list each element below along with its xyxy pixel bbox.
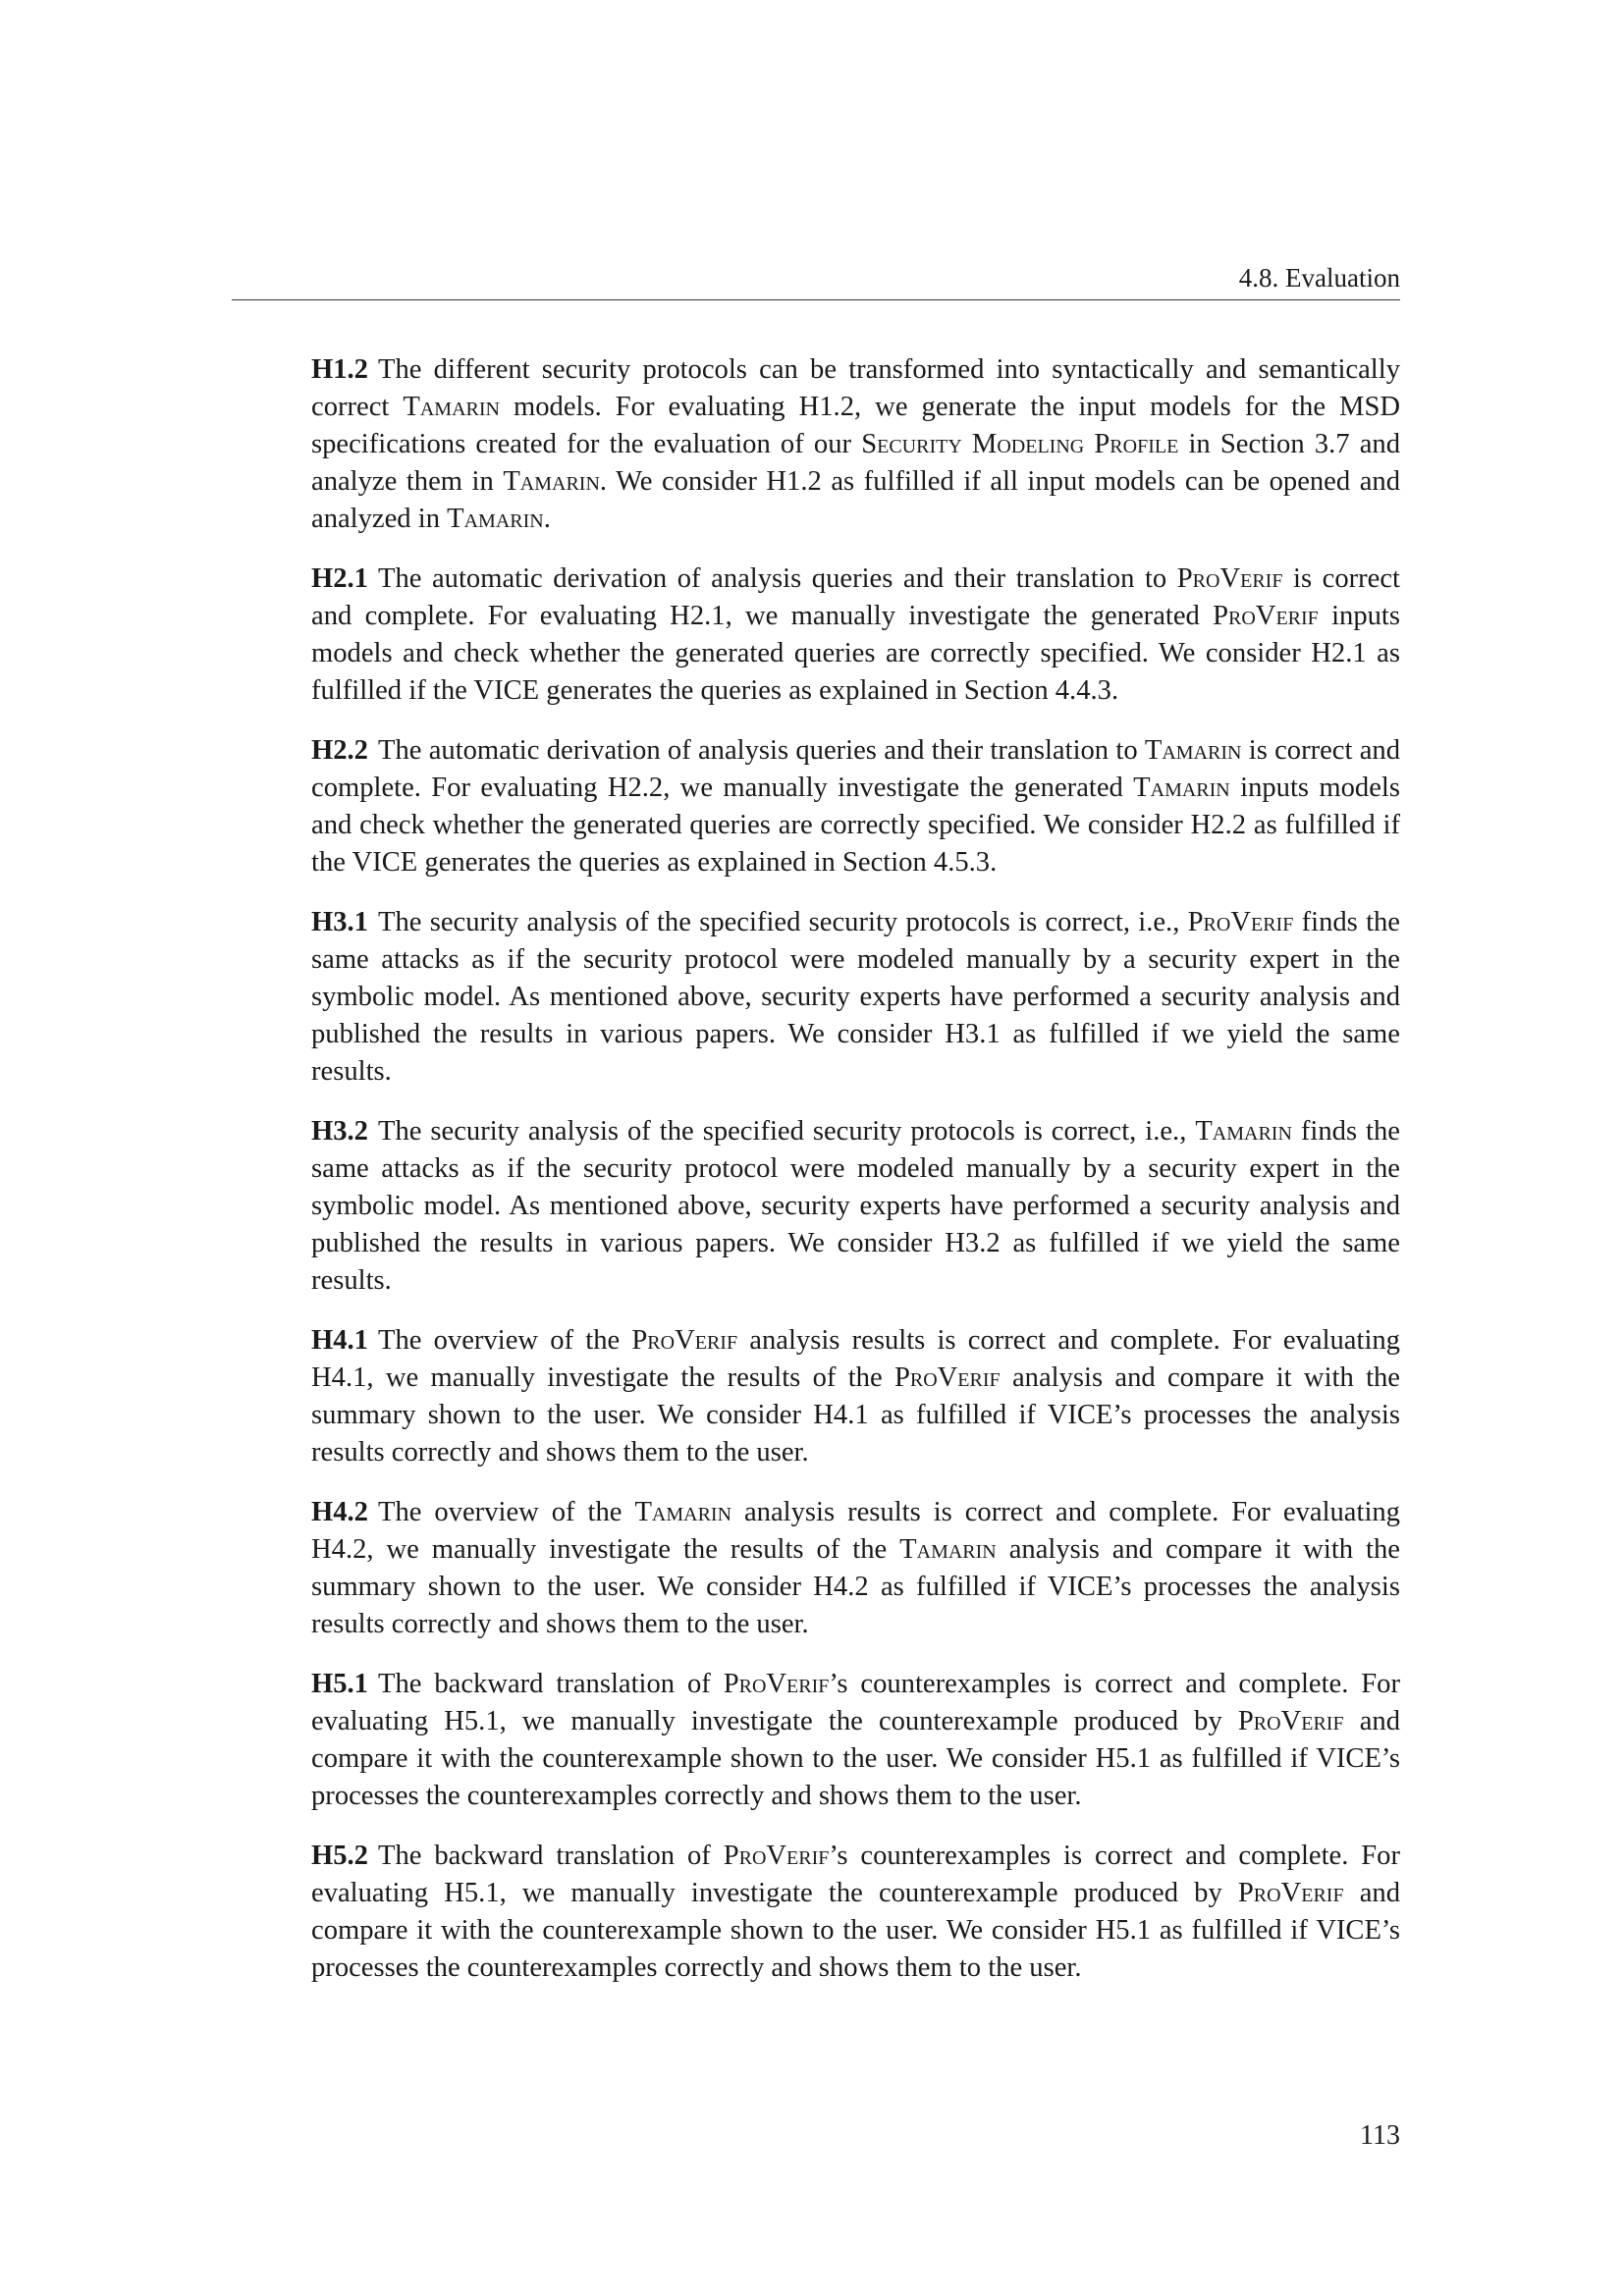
hypothesis-label: H2.1 <box>311 563 368 594</box>
tool-name: Tamarin <box>899 1534 997 1565</box>
hypothesis-text: The overview of the <box>377 1325 632 1356</box>
hypothesis-text: is correct and complete. For evaluating H2.2, we manually investigate the generated <box>311 735 1400 803</box>
tool-name: Security Modeling Profile <box>861 429 1179 459</box>
tool-name: ProVerif <box>1176 563 1283 594</box>
hypothesis-text: analysis and compare it with the summary shown to the user. We consider H4.2 as fulfilled if VICE’s processes the analysis results correctly and shows them to the user. <box>311 1534 1400 1639</box>
tool-name: Tamarin <box>1133 773 1230 803</box>
hypothesis-paragraph <box>311 1494 1400 1643</box>
hypothesis-label: H2.2 <box>311 735 368 766</box>
tool-name: Tamarin <box>447 504 544 534</box>
hypothesis-label: H5.1 <box>311 1669 368 1699</box>
hypothesis-label: H3.2 <box>311 1116 368 1147</box>
tool-name: ProVerif <box>723 1841 830 1871</box>
hypothesis-text: The security analysis of the specified security protocols is correct, i.e., <box>377 1116 1196 1147</box>
hypothesis-text: and compare it with the counterexample shown to the user. We consider H5.1 as fulfilled if VICE’s processes the counterexamples correctly and shows them to the user. <box>311 1878 1401 1983</box>
hypothesis-text: The automatic derivation of analysis queries and their translation to <box>377 563 1177 594</box>
hypothesis-text: The security analysis of the specified security protocols is correct, i.e., <box>377 907 1188 937</box>
hypothesis-text: finds the same attacks as if the security protocol were modeled manually by a security expert in the symbolic model. As mentioned above, security experts have performed a security analysis and published the results in various papers. We consider H3.2 as fulfilled if we yield the same results. <box>311 1116 1400 1296</box>
hypothesis-text: inputs models and check whether the generated queries are correctly specified. We consider H2.1 as fulfilled if the VICE generates the queries as explained in Section 4.4.3. <box>311 601 1400 706</box>
hypothesis-text: and compare it with the counterexample shown to the user. We consider H5.1 as fulfilled if VICE’s processes the counterexamples correctly and shows them to the user. <box>311 1706 1401 1811</box>
tool-name: Tamarin <box>1144 735 1242 766</box>
hypothesis-text: analysis and compare it with the summary shown to the user. We consider H4.1 as fulfilled if VICE’s processes the analysis results correctly and shows them to the user. <box>311 1362 1400 1468</box>
tool-name: ProVerif <box>1237 1878 1344 1908</box>
running-header: 4.8. Evaluation <box>1238 263 1400 293</box>
hypothesis-paragraph <box>311 1666 1400 1815</box>
hypothesis-text: . We consider H1.2 as fulfilled if all input models can be opened and analyzed in <box>311 466 1400 534</box>
hypothesis-paragraph <box>311 904 1400 1091</box>
hypothesis-text: inputs models and check whether the generated queries are correctly specified. We consider H2.2 as fulfilled if the VICE generates the queries as explained in Section 4.5.3. <box>311 773 1400 878</box>
hypothesis-label: H1.2 <box>311 354 368 385</box>
hypothesis-text: The backward translation of <box>377 1669 724 1699</box>
hypothesis-label: H4.2 <box>311 1497 368 1527</box>
hypothesis-paragraph <box>311 732 1400 881</box>
hypothesis-text: ’s counterexamples is correct and complete. For evaluating H5.1, we manually investigate the counterexample produced by <box>311 1841 1400 1908</box>
hypothesis-text: . <box>543 504 551 534</box>
hypothesis-label: H5.2 <box>311 1841 368 1871</box>
page-number: 113 <box>1360 2120 1400 2151</box>
hypothesis-text: finds the same attacks as if the security protocol were modeled manually by a security expert in the symbolic model. As mentioned above, security experts have performed a security analysis and published the results in various papers. We consider H3.1 as fulfilled if we yield the same results. <box>311 907 1400 1087</box>
tool-name: Tamarin <box>503 466 600 497</box>
hypothesis-paragraph <box>311 561 1400 710</box>
tool-name: ProVerif <box>723 1669 830 1699</box>
tool-name: Tamarin <box>1195 1116 1292 1147</box>
tool-name: ProVerif <box>1187 907 1294 937</box>
tool-name: ProVerif <box>1237 1706 1344 1736</box>
hypothesis-text: The backward translation of <box>377 1841 724 1871</box>
hypothesis-text: The overview of the <box>377 1497 635 1527</box>
hypothesis-text: analysis results is correct and complete. For evaluating H4.1, we manually investigate the results of the <box>311 1325 1400 1393</box>
tool-name: Tamarin <box>403 392 500 422</box>
hypothesis-paragraph <box>311 1322 1400 1471</box>
tool-name: Tamarin <box>634 1497 732 1527</box>
tool-name: ProVerif <box>631 1325 738 1356</box>
tool-name: ProVerif <box>1213 601 1319 631</box>
hypothesis-text: is correct and complete. For evaluating H2.1, we manually investigate the generated <box>311 563 1400 631</box>
hypothesis-label: H4.1 <box>311 1325 368 1356</box>
hypothesis-text: models. For evaluating H1.2, we generate the input models for the MSD specifications created for the evaluation of our <box>311 392 1401 459</box>
hypothesis-paragraph <box>311 351 1400 538</box>
hypothesis-text: ’s counterexamples is correct and complete. For evaluating H5.1, we manually investigate the counterexample produced by <box>311 1669 1400 1736</box>
hypothesis-paragraph <box>311 1113 1400 1300</box>
hypothesis-label: H3.1 <box>311 907 368 937</box>
hypotheses-list <box>311 351 1400 2009</box>
tool-name: ProVerif <box>893 1362 1001 1393</box>
header-rule <box>232 299 1400 300</box>
hypothesis-text: The automatic derivation of analysis queries and their translation to <box>377 735 1145 766</box>
hypothesis-text: analysis results is correct and complete. For evaluating H4.2, we manually investigate the results of the <box>311 1497 1400 1565</box>
hypothesis-text: The different security protocols can be transformed into syntactically and semantically correct <box>311 354 1400 422</box>
hypothesis-paragraph <box>311 1838 1400 1987</box>
hypothesis-text: in Section 3.7 and analyze them in <box>311 429 1400 497</box>
